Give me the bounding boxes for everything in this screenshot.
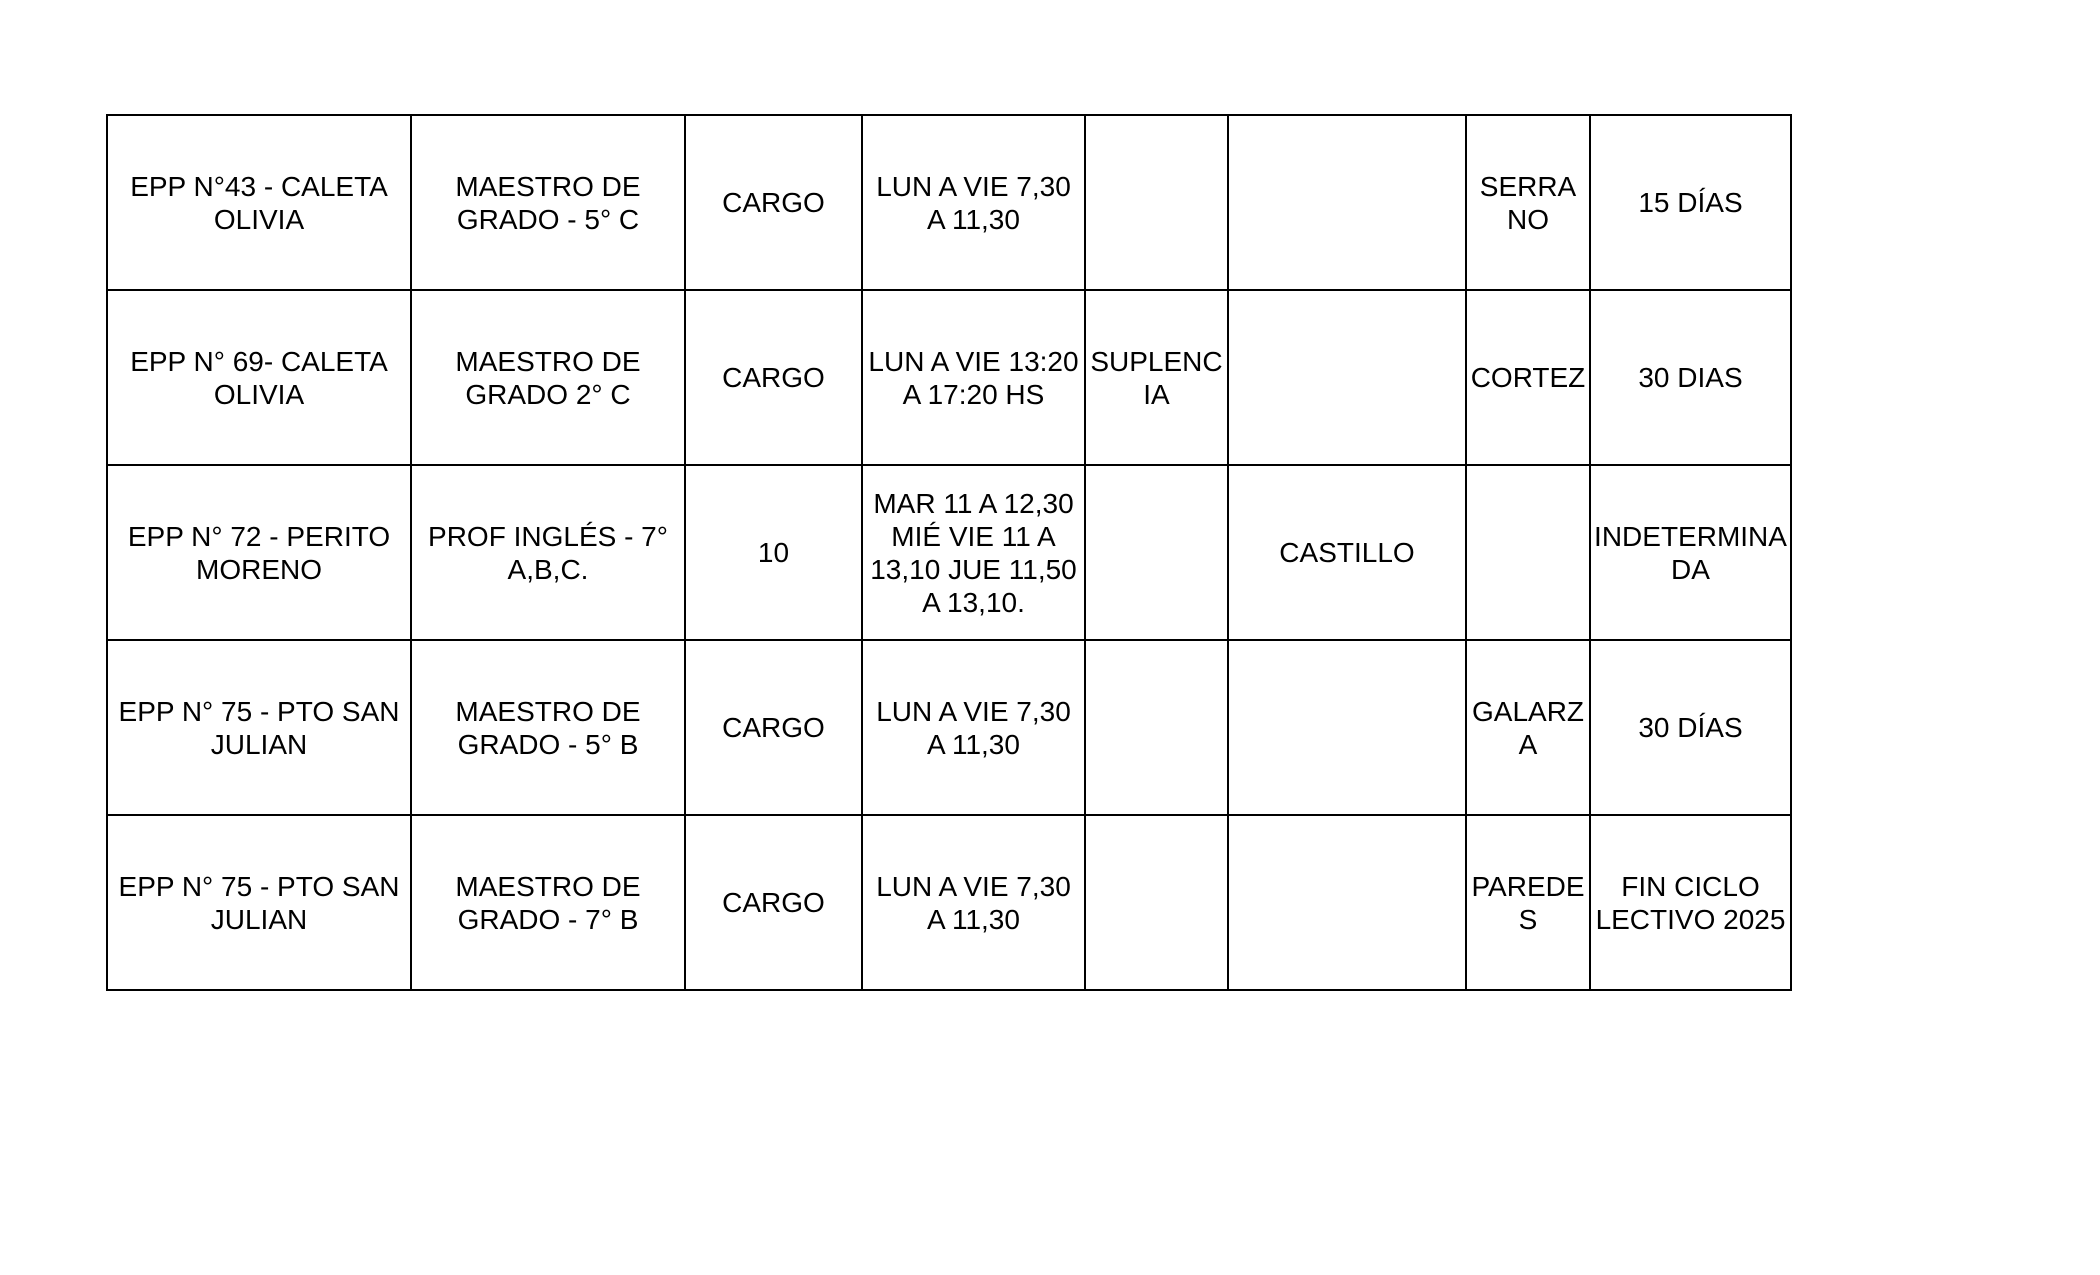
position-cell: PROF INGLÉS - 7° A,B,C. <box>411 465 685 640</box>
holder-cell <box>1228 640 1466 815</box>
duration-cell: 30 DÍAS <box>1590 640 1791 815</box>
holder-cell <box>1228 115 1466 290</box>
school-cell: EPP N° 75 - PTO SAN JULIAN <box>107 640 411 815</box>
duration-cell: INDETERMINADA <box>1590 465 1791 640</box>
hours-cell: CARGO <box>685 290 862 465</box>
schedule-cell: LUN A VIE 7,30 A 11,30 <box>862 815 1085 990</box>
status-cell <box>1085 815 1228 990</box>
table-row <box>107 465 1791 640</box>
leave-name-cell: PAREDES <box>1466 815 1590 990</box>
holder-cell: CASTILLO <box>1228 465 1466 640</box>
table-row <box>107 815 1791 990</box>
status-cell <box>1085 640 1228 815</box>
table-body <box>107 115 1791 990</box>
hours-cell: CARGO <box>685 115 862 290</box>
schedule-table <box>106 114 1792 991</box>
schedule-cell: MAR 11 A 12,30 MIÉ VIE 11 A 13,10 JUE 11,50 A 13,10. <box>862 465 1085 640</box>
school-cell: EPP N° 72 - PERITO MORENO <box>107 465 411 640</box>
school-cell: EPP N°43 - CALETA OLIVIA <box>107 115 411 290</box>
duration-cell: FIN CICLO LECTIVO 2025 <box>1590 815 1791 990</box>
hours-cell: CARGO <box>685 815 862 990</box>
leave-name-cell: SERRANO <box>1466 115 1590 290</box>
leave-name-cell: CORTEZ <box>1466 290 1590 465</box>
status-cell <box>1085 465 1228 640</box>
hours-cell: CARGO <box>685 640 862 815</box>
school-cell: EPP N° 69- CALETA OLIVIA <box>107 290 411 465</box>
position-cell: MAESTRO DE GRADO - 7° B <box>411 815 685 990</box>
holder-cell <box>1228 290 1466 465</box>
position-cell: MAESTRO DE GRADO - 5° C <box>411 115 685 290</box>
leave-name-cell <box>1466 465 1590 640</box>
leave-name-cell: GALARZA <box>1466 640 1590 815</box>
duration-cell: 15 DÍAS <box>1590 115 1791 290</box>
duration-cell: 30 DIAS <box>1590 290 1791 465</box>
table-row <box>107 115 1791 290</box>
status-cell: SUPLENCIA <box>1085 290 1228 465</box>
table-row <box>107 640 1791 815</box>
table-row <box>107 290 1791 465</box>
position-cell: MAESTRO DE GRADO 2° C <box>411 290 685 465</box>
schedule-cell: LUN A VIE 7,30 A 11,30 <box>862 115 1085 290</box>
schedule-cell: LUN A VIE 13:20 A 17:20 HS <box>862 290 1085 465</box>
position-cell: MAESTRO DE GRADO - 5° B <box>411 640 685 815</box>
schedule-cell: LUN A VIE 7,30 A 11,30 <box>862 640 1085 815</box>
school-cell: EPP N° 75 - PTO SAN JULIAN <box>107 815 411 990</box>
hours-cell: 10 <box>685 465 862 640</box>
holder-cell <box>1228 815 1466 990</box>
status-cell <box>1085 115 1228 290</box>
